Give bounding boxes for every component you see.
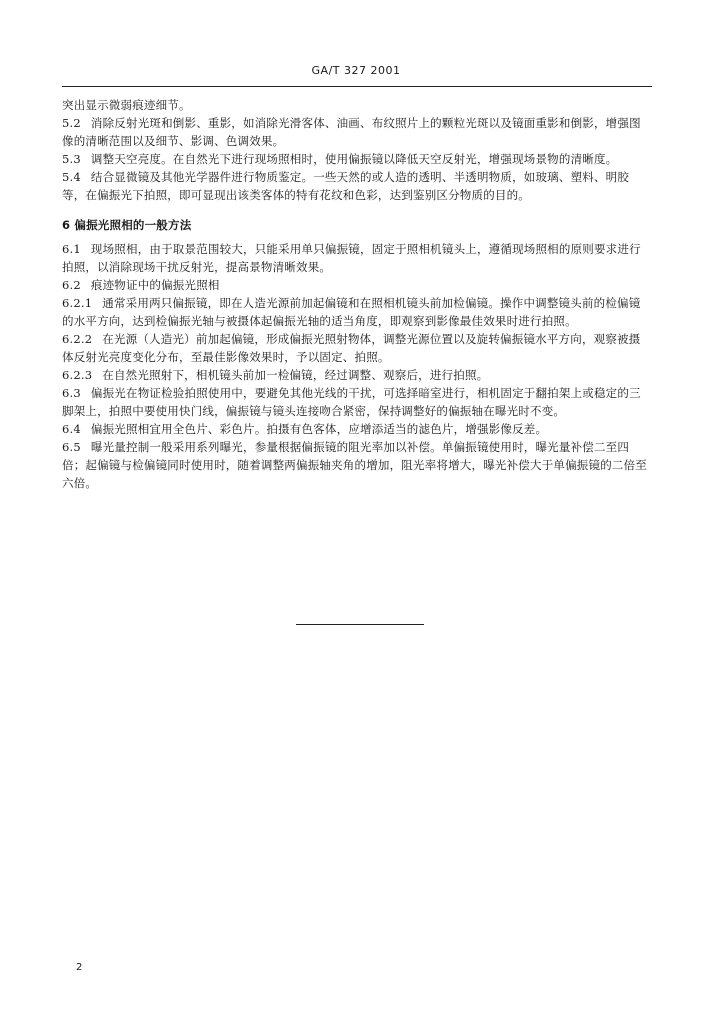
clause-6-2-3 [62, 366, 652, 384]
clause-text: 在自然光照射下，相机镜头前加一检偏镜，经过调整、观察后，进行拍照。 [102, 368, 489, 382]
clause-number: 6.5 [62, 440, 81, 454]
clause-number: 5.4 [62, 170, 81, 184]
clause-text: 现场照相，由于取景范围较大，只能采用单只偏振镜，固定于照相机镜头上，遵循现场照相的原则要求进行拍照，以消除现场干扰反射光，提高景物清晰效果。 [62, 242, 641, 274]
standard-code-header: GA/T 327 2001 [311, 64, 401, 77]
clause-number: 6.3 [62, 386, 81, 400]
clause-number: 6.1 [62, 242, 81, 256]
header-rule [62, 86, 652, 87]
clause-5-3 [62, 150, 652, 168]
clause-6-2-1 [62, 294, 652, 330]
clause-5-4 [62, 168, 652, 204]
clause-text: 偏振光在物证检验拍照使用中，要避免其他光线的干扰，可选择暗室进行，相机固定于翻拍架上或稳定的三脚架上，拍照中要使用快门线，偏振镜与镜头连接吻合紧密，保持调整好的偏振轴在曝光时不变。 [62, 386, 641, 418]
clause-6-3 [62, 384, 652, 420]
intro-tail-paragraph: 突出显示微弱痕迹细节。 [62, 98, 191, 112]
clause-text: 痕迹物证中的偏振光照相 [90, 278, 220, 292]
clause-number: 6.2 [62, 278, 81, 292]
clause-number: 6.2.3 [62, 368, 93, 382]
section-6-title: 6 偏振光照相的一般方法 [62, 218, 192, 232]
document-body [62, 96, 652, 492]
clause-text: 通常采用两只偏振镜，即在人造光源前加起偏镜和在照相机镜头前加检偏镜。操作中调整镜头前的检偏镜的水平方向，达到检偏振光轴与被摄体起偏振光轴的适当角度，即观察到影像最佳效果时进行拍照。 [62, 296, 641, 328]
clause-6-4 [62, 420, 652, 438]
clause-number: 6.4 [62, 422, 81, 436]
clause-text: 偏振光照相宜用全色片、彩色片。拍摄有色客体，应增添适当的滤色片，增强影像反差。 [90, 422, 548, 436]
clause-text: 曝光量控制一般采用系列曝光，参量根据偏振镜的阻光率加以补偿。单偏振镜使用时，曝光量补偿二至四倍；起偏镜与检偏镜同时使用时，随着调整两偏振轴夹角的增加，阻光率将增大，曝光补偿大于单偏振镜的二倍至六倍。 [62, 440, 647, 490]
clause-text: 在光源（人造光）前加起偏镜，形成偏振光照射物体，调整光源位置以及旋转偏振镜水平方向，观察被摄体反射光亮度变化分布，至最佳影像效果时，予以固定、拍照。 [62, 332, 641, 364]
clause-number: 5.2 [62, 116, 81, 130]
clause-number: 6.2.2 [62, 332, 93, 346]
clause-text: 消除反射光斑和倒影、重影，如消除光滑客体、油画、布纹照片上的颗粒光斑以及镜面重影和倒影，增强图像的清晰范围以及细节、影调、色调效果。 [62, 116, 641, 148]
clause-6-1 [62, 240, 652, 276]
clause-6-2 [62, 276, 652, 294]
clause-number: 5.3 [62, 152, 81, 166]
page-number: 2 [76, 962, 83, 973]
clause-text: 结合显微镜及其他光学器件进行物质鉴定。一些天然的或人造的透明、半透明物质，如玻璃、塑料、明胶等，在偏振光下拍照，即可显现出该类客体的特有花纹和色彩，达到鉴别区分物质的目的。 [62, 170, 630, 202]
clause-text: 调整天空亮度。在自然光下进行现场照相时，使用偏振镜以降低天空反射光，增强现场景物的清晰度。 [90, 152, 618, 166]
clause-number: 6.2.1 [62, 296, 93, 310]
clause-6-2-2 [62, 330, 652, 366]
clause-5-2 [62, 114, 652, 150]
end-of-text-rule [296, 624, 424, 625]
clause-6-5 [62, 438, 652, 492]
